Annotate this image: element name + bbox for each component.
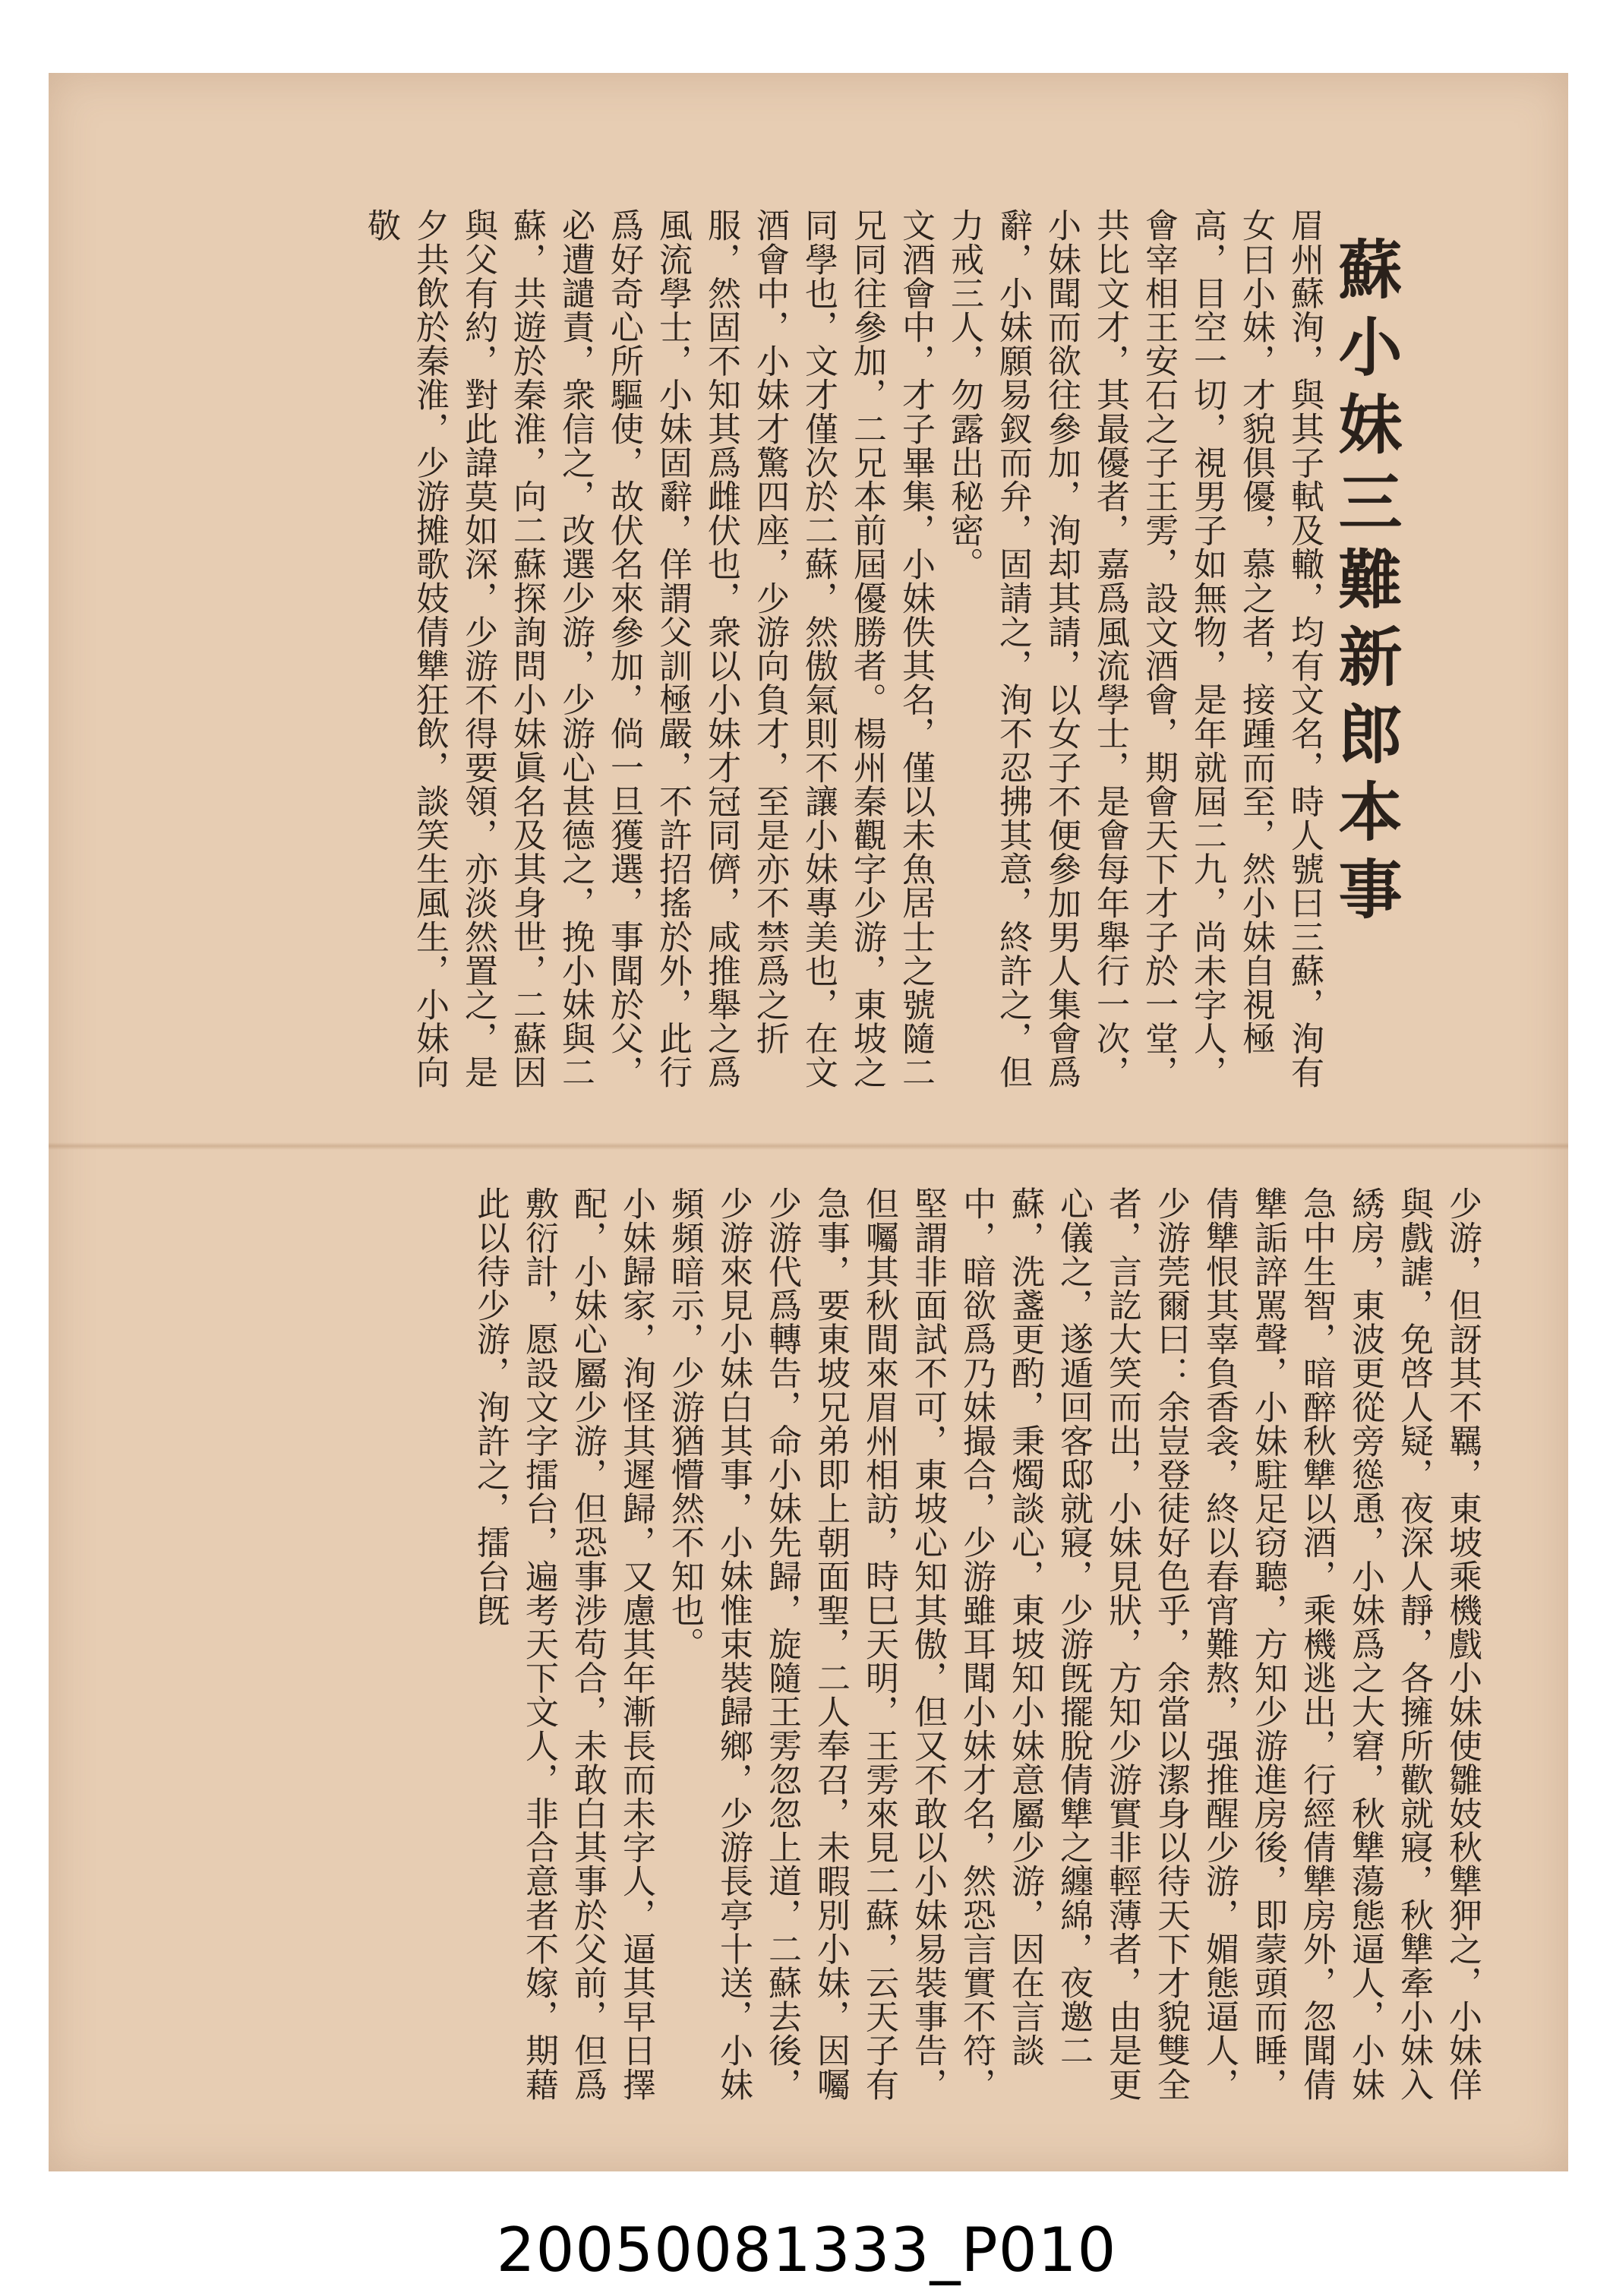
fold-crease [49,1142,1568,1150]
paragraph: 眉州蘇洵，與其子軾及轍，均有文名，時人號曰三蘇，洵有女曰小妹，才貌俱優，慕之者，接踵而至，然小妹自視極高，目空一切，視男子如無物，是年就屆二九，尚未字人，會宰相王安石之子王雱，設文酒會，期會天下才子於一堂，共比文才，其最優者，嘉爲風流學士，是會每年舉行一次，小妹聞而欲往參加，洵却其請，以女子不便參加男人集會爲辭，小妹願易釵而弁，固請之，洵不忍拂其意，終許之，但力戒三人，勿露出秘密。 [945,208,1324,1089]
paragraph: 小妹歸家，洵怪其遲歸，又慮其年漸長而未字人，逼其早日擇配，小妹心屬少游，但恐事涉苟合，未敢白其事於父前，但爲敷衍計，愿設文字擂台，遍考天下文人，非合意者不嫁，期藉此以待少游，洵許之，擂台旣 [471,1186,655,2102]
paragraph: 少游，但訝其不羈，東坡乘機戲小妹使雛妓秋犨狎之，小妹佯與戲謔，免啓人疑，夜深人靜，各擁所歡就寢，秋犨牽小妹入綉房，東波更從旁慫恿，小妹爲之大窘，秋犨蕩態逼人，小妹急中生智，暗醉秋犨以酒，乘機逃出，行經倩犨房外，忽聞倩犨詬誶駡聲，小妹駐足窃聽，方知少游進房後，即蒙頭而睡，倩犨恨其辜負香衾，終以春宵難熬，强推醒少游，媚態逼人，少游莞爾曰：余豈登徒好色乎，余當以潔身以待天下才貌雙全者，言訖大笑而出，小妹見狀，方知少游實非輕薄者，由是更心儀之，遂遁回客邸就寢，少游旣擺脫倩犨之纏綿，夜邀二蘇，洗盞更酌，秉燭談心，東坡知小妹意屬少游，因在言談中，暗欲爲乃妹撮合，少游雖耳聞小妹才名，然恐言實不符，堅謂非面試不可，東坡心知其傲，但又不敢以小妹易裝事告，但囑其秋間來眉州相訪，時巳天明，王雱來見二蘇，云天子有急事，要東坡兄弟即上朝面聖，二人奉召，未暇別小妹，因囑少游代爲轉告，命小妹先歸，旋隨王雱忽忽上道，二蘇去後，少游來見小妹白其事，小妹惟束裝歸鄉，少游長亭十送，小妹頻頻暗示，少游猶懵然不知也。 [665,1186,1482,2102]
top-text-block [356,208,1328,1112]
article-title: 蘇小妹三難新郎本事 [1328,236,1403,933]
document-sheet [49,73,1568,2171]
image-id-caption: 20050081333_P010 [496,2215,1117,2285]
paragraph: 文酒會中，才子畢集，小妹佚其名，僅以未魚居士之號隨二兄同往參加，二兄本前屆優勝者。楊州秦觀字少游，東坡之同學也，文才僅次於二蘇，然傲氣則不讓小妹專美也，在文酒會中，小妹才驚四座，少游向負才，至是亦不禁爲之折服，然固不知其爲雌伏也，衆以小妹才冠同儕，咸推舉之爲風流學士，小妹固辭，佯謂父訓極嚴，不許招搖於外，此行爲好奇心所驅使，故伏名來參加，倘一旦獲選，事聞於父，必遭譴責，衆信之，改選少游，少游心甚德之，挽小妹與二蘇，共遊於秦淮，向二蘇探詢問小妹眞名及其身世，二蘇因與父有約，對此諱莫如深，少游不得要領，亦淡然置之，是夕共飲於秦淮，少游摊歌妓倩犨狂飲，談笑生風生，小妹向敬 [361,208,935,1089]
bottom-text-block [466,1186,1486,2111]
